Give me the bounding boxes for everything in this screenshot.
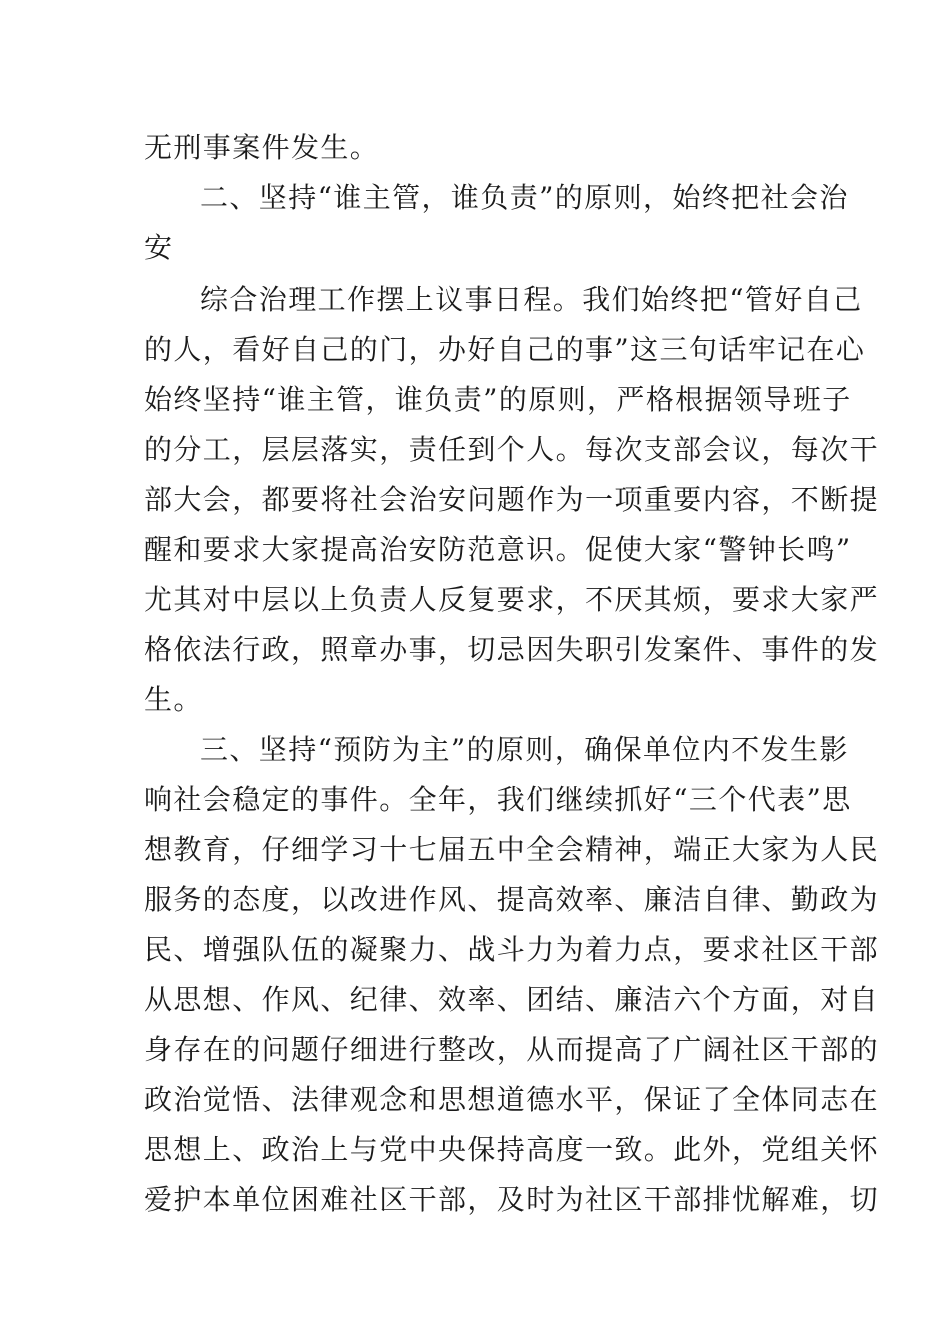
text-line: 从思想、作风、纪律、效率、团结、廉洁六个方面，对自 [144, 983, 880, 1016]
text-line: 响社会稳定的事件。全年，我们继续抓好“三个代表”思 [144, 783, 852, 816]
text-line: 无刑事案件发生。 [144, 131, 380, 164]
text-line: 想教育，仔细学习十七届五中全会精神，端正大家为人民 [144, 833, 880, 866]
text-line: 生。 [144, 683, 203, 716]
text-line: 格依法行政，照章办事，切忌因失职引发案件、事件的发 [144, 633, 880, 666]
text-line: 醒和要求大家提高治安防范意识。促使大家“警钟长鸣” [144, 533, 852, 566]
text-line: 政治觉悟、法律观念和思想道德水平，保证了全体同志在 [144, 1083, 880, 1116]
text-line: 民、增强队伍的凝聚力、战斗力为着力点，要求社区干部 [144, 933, 880, 966]
text-line: 综合治理工作摆上议事日程。我们始终把“管好自己 [200, 283, 863, 316]
text-line: 三、坚持“预防为主”的原则，确保单位内不发生影 [200, 733, 849, 766]
text-line: 服务的态度，以改进作风、提高效率、廉洁自律、勤政为 [144, 883, 880, 916]
text-line: 的分工，层层落实，责任到个人。每次支部会议，每次干 [144, 433, 880, 466]
text-line: 爱护本单位困难社区干部，及时为社区干部排忧解难，切 [144, 1183, 880, 1216]
text-line: 身存在的问题仔细进行整改，从而提高了广阔社区干部的 [144, 1033, 880, 1066]
text-line: 始终坚持“谁主管，谁负责”的原则，严格根据领导班子 [144, 383, 852, 416]
text-line: 安 [144, 231, 174, 264]
text-line: 部大会，都要将社会治安问题作为一项重要内容，不断提 [144, 483, 880, 516]
text-line: 尤其对中层以上负责人反复要求，不厌其烦，要求大家严 [144, 583, 880, 616]
text-line: 的人，看好自己的门，办好自己的事”这三句话牢记在心 [144, 333, 866, 366]
text-line: 思想上、政治上与党中央保持高度一致。此外，党组关怀 [144, 1133, 880, 1166]
text-line: 二、坚持“谁主管，谁负责”的原则，始终把社会治 [200, 181, 849, 214]
